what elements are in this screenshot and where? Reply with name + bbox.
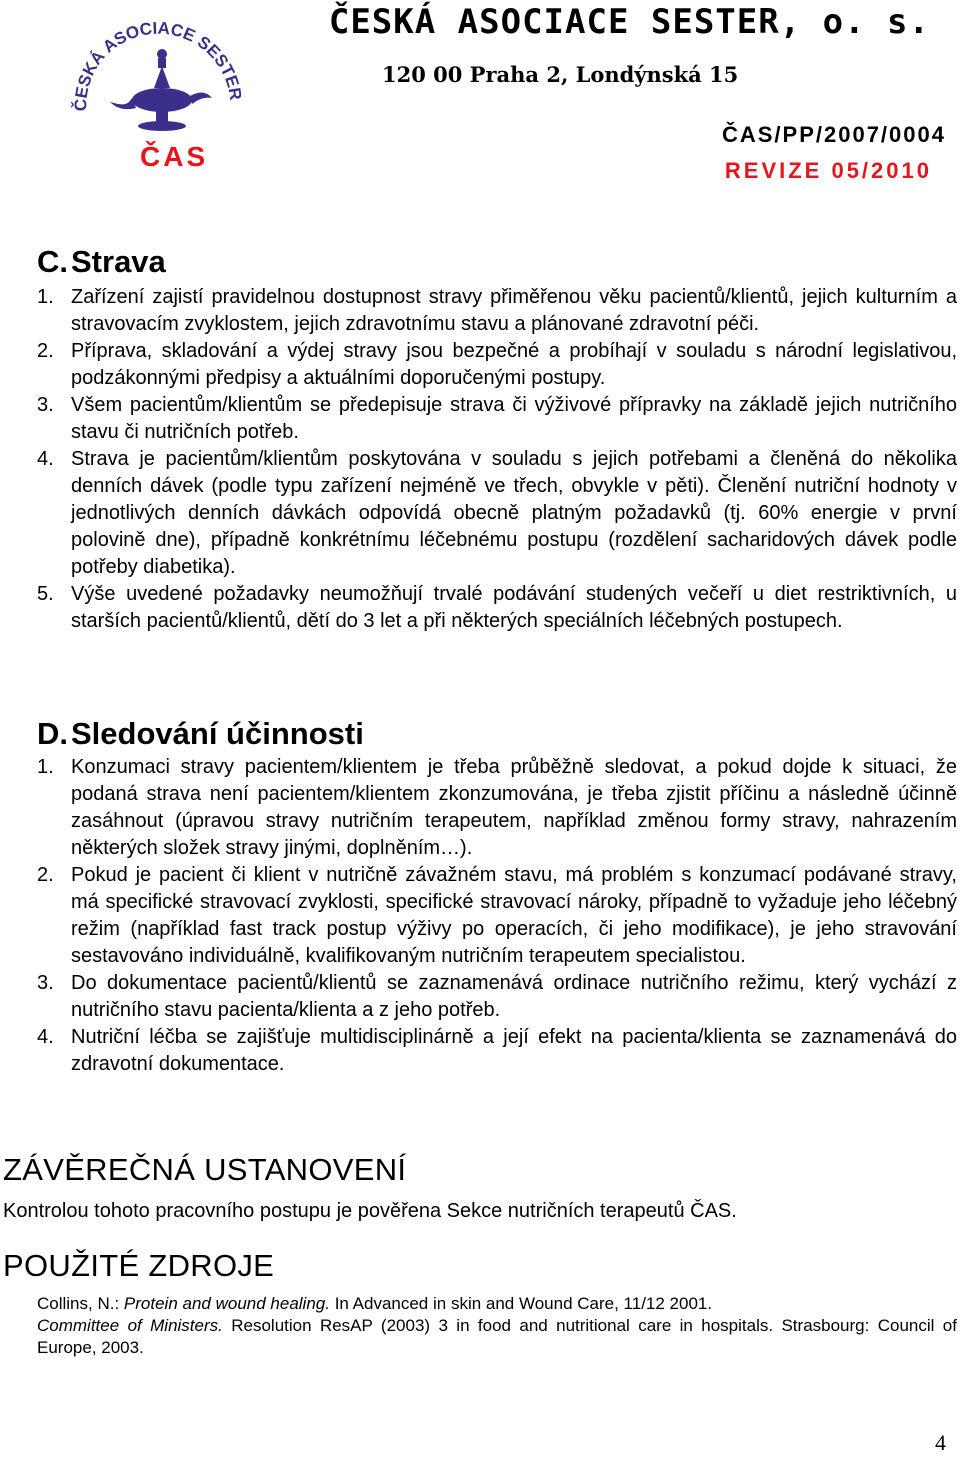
section-c-list <box>37 284 957 635</box>
final-provisions-text: Kontrolou tohoto pracovního postupu je pověřena Sekce nutričních terapeutů ČAS. <box>3 1200 737 1222</box>
section-d-list <box>37 754 957 1078</box>
final-provisions-heading: ZÁVĚREČNÁ USTANOVENÍ <box>3 1152 407 1187</box>
reference-list <box>37 1293 957 1359</box>
section-heading: Strava <box>71 244 166 279</box>
revision-label: REVIZE 05/2010 <box>724 158 932 183</box>
organization-name: ČESKÁ ASOCIACE SESTER, o. s. <box>328 2 930 42</box>
section-letter: D. <box>37 716 68 751</box>
organization-address: 120 00 Praha 2, Londýnská 15 <box>382 62 739 87</box>
list-item: 3. Do dokumentace pacientů/klientů se zaznamenává ordinace nutričního režimu, který vychází z nutričního stavu pacienta/klienta a z jeho potřeb. <box>37 972 957 1021</box>
reference-item: Committee of Ministers. Resolution ResAP (2003) 3 in food and nutritional care in hospitals. Strasbourg: Council of Europe, 2003. <box>37 1316 957 1357</box>
section-d-title <box>37 716 364 752</box>
reference-item: Collins, N.: Protein and wound healing. In Advanced in skin and Wound Care, 11/12 2001. <box>37 1294 713 1313</box>
list-item: 4. Nutriční léčba se zajišťuje multidisciplinárně a její efekt na pacienta/klienta se zaznamenává do zdravotní dokumentace. <box>37 1026 957 1075</box>
section-heading: Sledování účinnosti <box>71 716 364 751</box>
list-item: 2. Pokud je pacient či klient v nutričně závažném stavu, má problém s konzumací podávané stravy, má specifické stravovací zvyklosti, specifické stravovací nároky, případně to vyžaduje jeho léčebný režim (například fast track postup výživy po operacích, či jeho modifikace), je jeho stravování sestavováno individuálně, kvalifikovaným nutričním terapeutem specialistou. <box>37 864 957 967</box>
list-item: 3. Všem pacientům/klientům se předepisuje strava či výživové přípravky na základě jejich nutričního stavu či nutričních potřeb. <box>37 394 957 443</box>
page-number: 4 <box>935 1430 946 1455</box>
section-letter: C. <box>37 244 68 279</box>
document-code: ČAS/PP/2007/0004 <box>721 122 946 147</box>
svg-text:ČESKÁ ASOCIACE SESTER: ČESKÁ ASOCIACE SESTER <box>71 18 246 112</box>
section-c-title <box>37 244 166 280</box>
list-item: 4. Strava je pacientům/klientům poskytována v souladu s jejich potřebami a členěná do několika denních dávek (podle typu zařízení nejméně ve třech, obvykle v pěti). Členění nutriční hodnoty v jednotlivých denních dávkách odpovídá obecně platným požadavků (tj. 60% energie v první polovině dne), případně konkrétnímu léčebnému postupu (rozdělení sacharidových dávek podle potřeby diabetika). <box>37 448 957 578</box>
list-item: 2. Příprava, skladování a výdej stravy jsou bezpečné a probíhají v souladu s národní legislativou, podzákonnými předpisy a aktuálními doporučenými postupy. <box>37 340 957 389</box>
list-item: 1. Zařízení zajistí pravidelnou dostupnost stravy přiměřenou věku pacientů/klientů, jejich kulturním a stravovacím zvyklostem, jejich zdravotnímu stavu a plánované zdravotní péči. <box>37 286 957 335</box>
svg-text:ČAS: ČAS <box>140 141 209 170</box>
list-item: 1. Konzumaci stravy pacientem/klientem je třeba průběžně sledovat, a pokud dojde k situaci, že podaná strava není pacientem/klientem zkonzumována, je třeba zjistit příčinu a následně účinně zasáhnout (úpravou stravy nutričním terapeutem, například změnou formy stravy, nahrazením některých složek stravy jinými, doplněním…). <box>37 756 957 859</box>
sources-heading: POUŽITÉ ZDROJE <box>3 1248 275 1283</box>
list-item: 5. Výše uvedené požadavky neumožňují trvalé podávání studených večeří u diet restriktivních, u starších pacientů/klientů, dětí do 3 let a při některých speciálních léčebných postupech. <box>37 583 957 632</box>
